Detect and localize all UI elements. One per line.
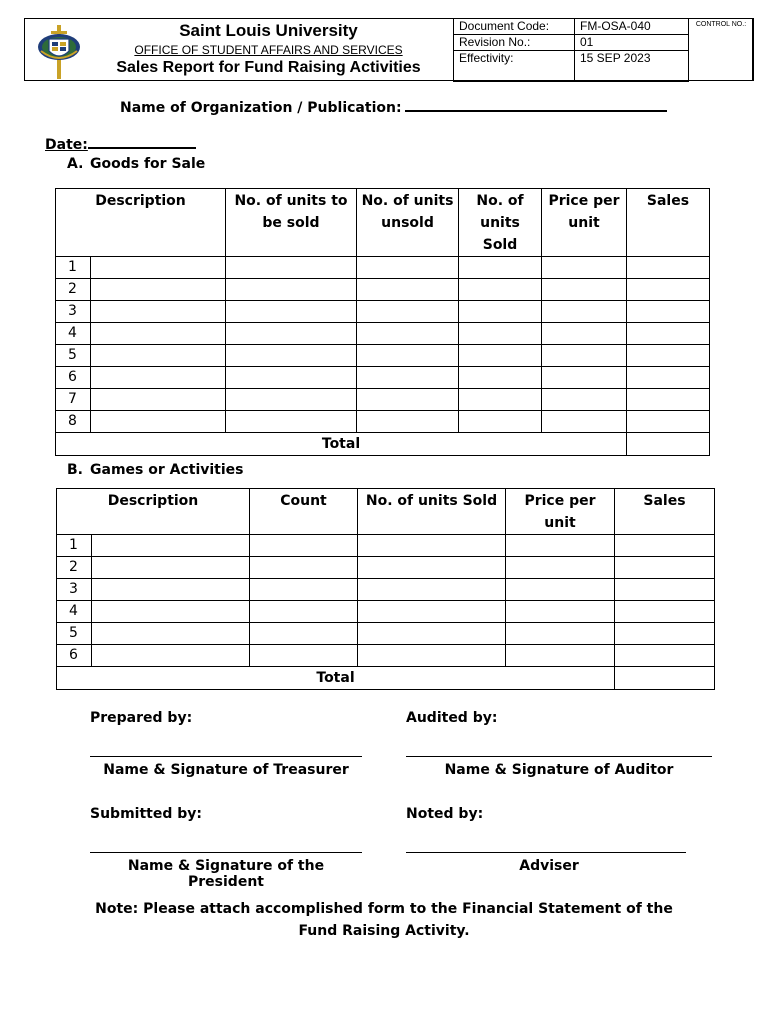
entry-cell[interactable] <box>542 367 627 389</box>
meta-value: FM-OSA-040 <box>575 19 689 35</box>
entry-cell[interactable] <box>357 257 459 279</box>
entry-cell[interactable] <box>250 579 358 601</box>
noted-by-label: Noted by: <box>406 806 484 822</box>
entry-cell[interactable] <box>627 279 710 301</box>
total-row <box>56 433 710 456</box>
entry-cell[interactable] <box>459 257 542 279</box>
entry-cell[interactable] <box>357 301 459 323</box>
section-a-letter: A. <box>67 156 84 172</box>
entry-cell[interactable] <box>627 367 710 389</box>
entry-cell[interactable] <box>358 579 506 601</box>
goods-for-sale-table <box>55 188 710 456</box>
table-row <box>57 623 715 645</box>
attachment-note: Note: Please attach accomplished form to the Financial Statement of the Fund Raising Activity. <box>95 901 673 939</box>
form-title: Sales Report for Fund Raising Activities <box>116 59 421 76</box>
entry-cell[interactable] <box>542 257 627 279</box>
auditor-signature-line[interactable] <box>406 756 712 757</box>
entry-cell[interactable] <box>506 579 615 601</box>
entry-cell[interactable] <box>506 623 615 645</box>
entry-cell[interactable] <box>92 601 250 623</box>
column-header: No. of units unsold <box>357 189 459 257</box>
entry-cell[interactable] <box>91 301 226 323</box>
row-number: 6 <box>56 367 91 389</box>
entry-cell[interactable] <box>542 301 627 323</box>
entry-cell[interactable] <box>615 557 715 579</box>
column-header: No. of units to be sold <box>226 189 357 257</box>
section-b-letter: B. <box>67 462 83 478</box>
entry-cell[interactable] <box>357 279 459 301</box>
entry-cell[interactable] <box>358 601 506 623</box>
treasurer-signature-line[interactable] <box>90 756 362 757</box>
entry-cell[interactable] <box>91 411 226 433</box>
table-row <box>57 535 715 557</box>
entry-cell[interactable] <box>226 411 357 433</box>
row-number: 1 <box>56 257 91 279</box>
entry-cell[interactable] <box>615 601 715 623</box>
row-number: 4 <box>57 601 92 623</box>
entry-cell[interactable] <box>92 623 250 645</box>
entry-cell[interactable] <box>250 601 358 623</box>
entry-cell[interactable] <box>358 535 506 557</box>
column-header: Description <box>56 189 226 257</box>
office-name: OFFICE OF STUDENT AFFAIRS AND SERVICES <box>134 43 403 57</box>
column-header: Sales <box>615 489 715 535</box>
entry-cell[interactable] <box>459 301 542 323</box>
meta-value: 01 <box>575 35 689 51</box>
column-header: Price per unit <box>542 189 627 257</box>
entry-cell[interactable] <box>358 645 506 667</box>
entry-cell[interactable] <box>250 645 358 667</box>
adviser-signature-line[interactable] <box>406 852 686 853</box>
row-number: 1 <box>57 535 92 557</box>
entry-cell[interactable] <box>459 323 542 345</box>
date-blank-line[interactable] <box>88 133 196 149</box>
entry-cell[interactable] <box>506 601 615 623</box>
table-row <box>56 323 710 345</box>
entry-cell[interactable] <box>615 623 715 645</box>
column-header: Description <box>57 489 250 535</box>
entry-cell[interactable] <box>357 411 459 433</box>
total-row <box>57 667 715 690</box>
president-caption: Name & Signature of the President <box>127 858 325 890</box>
entry-cell[interactable] <box>226 345 357 367</box>
entry-cell[interactable] <box>91 257 226 279</box>
entry-cell[interactable] <box>542 345 627 367</box>
table-row <box>56 389 710 411</box>
table-row <box>57 601 715 623</box>
section-b-heading <box>67 462 244 478</box>
total-sales-cell[interactable] <box>615 667 715 690</box>
entry-cell[interactable] <box>459 367 542 389</box>
entry-cell[interactable] <box>358 623 506 645</box>
president-signature-line[interactable] <box>90 852 362 853</box>
table-row <box>57 557 715 579</box>
document-meta-table <box>453 18 689 82</box>
meta-row <box>454 19 689 35</box>
entry-cell[interactable] <box>506 645 615 667</box>
entry-cell[interactable] <box>250 623 358 645</box>
entry-cell[interactable] <box>506 557 615 579</box>
row-number: 5 <box>56 345 91 367</box>
entry-cell[interactable] <box>358 557 506 579</box>
entry-cell[interactable] <box>627 411 710 433</box>
entry-cell[interactable] <box>91 389 226 411</box>
university-title-block <box>85 19 452 80</box>
entry-cell[interactable] <box>627 323 710 345</box>
meta-row <box>454 35 689 51</box>
entry-cell[interactable] <box>459 411 542 433</box>
meta-row <box>454 51 689 82</box>
entry-cell[interactable] <box>627 345 710 367</box>
entry-cell[interactable] <box>226 367 357 389</box>
table-row <box>57 645 715 667</box>
entry-cell[interactable] <box>226 389 357 411</box>
date-label: Date: <box>45 137 88 153</box>
entry-cell[interactable] <box>226 257 357 279</box>
table-row <box>56 367 710 389</box>
date-field <box>45 133 196 153</box>
prepared-by-label: Prepared by: <box>90 710 193 726</box>
column-header: No. of units Sold <box>459 189 542 257</box>
entry-cell[interactable] <box>627 257 710 279</box>
total-sales-cell[interactable] <box>627 433 710 456</box>
entry-cell[interactable] <box>542 323 627 345</box>
entry-cell[interactable] <box>92 579 250 601</box>
row-number: 2 <box>57 557 92 579</box>
meta-key: Revision No.: <box>454 35 575 51</box>
university-name: Saint Louis University <box>179 21 358 40</box>
entry-cell[interactable] <box>627 301 710 323</box>
table-header-row <box>56 189 710 257</box>
table-row <box>56 301 710 323</box>
entry-cell[interactable] <box>542 411 627 433</box>
entry-cell[interactable] <box>91 345 226 367</box>
row-number: 2 <box>56 279 91 301</box>
entry-cell[interactable] <box>459 279 542 301</box>
games-activities-table <box>56 488 715 690</box>
table-header-row <box>57 489 715 535</box>
entry-cell[interactable] <box>92 645 250 667</box>
row-number: 6 <box>57 645 92 667</box>
entry-cell[interactable] <box>226 279 357 301</box>
table-row <box>56 257 710 279</box>
entry-cell[interactable] <box>542 279 627 301</box>
entry-cell[interactable] <box>91 279 226 301</box>
table-row <box>56 345 710 367</box>
entry-cell[interactable] <box>615 535 715 557</box>
entry-cell[interactable] <box>91 367 226 389</box>
entry-cell[interactable] <box>506 535 615 557</box>
entry-cell[interactable] <box>226 323 357 345</box>
organization-field <box>120 96 667 116</box>
entry-cell[interactable] <box>226 301 357 323</box>
entry-cell[interactable] <box>250 535 358 557</box>
auditor-caption: Name & Signature of Auditor <box>444 762 674 778</box>
section-b-title: Games or Activities <box>90 462 244 478</box>
row-number: 5 <box>57 623 92 645</box>
submitted-by-label: Submitted by: <box>90 806 202 822</box>
entry-cell[interactable] <box>357 323 459 345</box>
organization-blank-line[interactable] <box>405 96 667 112</box>
total-label: Total <box>56 433 627 456</box>
meta-key: Document Code: <box>454 19 575 35</box>
entry-cell[interactable] <box>250 557 358 579</box>
entry-cell[interactable] <box>615 645 715 667</box>
column-header: No. of units Sold <box>358 489 506 535</box>
row-number: 4 <box>56 323 91 345</box>
organization-label: Name of Organization / Publication: <box>120 100 402 116</box>
adviser-caption: Adviser <box>519 858 579 874</box>
column-header: Count <box>250 489 358 535</box>
form-header <box>24 18 753 81</box>
entry-cell[interactable] <box>91 323 226 345</box>
treasurer-caption: Name & Signature of Treasurer <box>103 762 349 778</box>
entry-cell[interactable] <box>542 389 627 411</box>
entry-cell[interactable] <box>459 345 542 367</box>
audited-by-label: Audited by: <box>406 710 498 726</box>
entry-cell[interactable] <box>92 557 250 579</box>
row-number: 3 <box>56 301 91 323</box>
meta-value: 15 SEP 2023 <box>575 51 689 82</box>
section-a-heading <box>67 156 205 172</box>
entry-cell[interactable] <box>615 579 715 601</box>
control-number-label: CONTROL NO.: <box>695 21 747 28</box>
section-a-title: Goods for Sale <box>90 156 206 172</box>
university-seal-icon <box>35 23 83 81</box>
row-number: 8 <box>56 411 91 433</box>
entry-cell[interactable] <box>627 389 710 411</box>
control-number-box[interactable] <box>688 18 754 81</box>
column-header: Sales <box>627 189 710 257</box>
row-number: 7 <box>56 389 91 411</box>
table-row <box>56 411 710 433</box>
entry-cell[interactable] <box>357 367 459 389</box>
total-label: Total <box>57 667 615 690</box>
entry-cell[interactable] <box>92 535 250 557</box>
entry-cell[interactable] <box>357 345 459 367</box>
entry-cell[interactable] <box>357 389 459 411</box>
column-header: Price per unit <box>506 489 615 535</box>
meta-key: Effectivity: <box>454 51 575 82</box>
row-number: 3 <box>57 579 92 601</box>
table-row <box>56 279 710 301</box>
entry-cell[interactable] <box>459 389 542 411</box>
table-row <box>57 579 715 601</box>
